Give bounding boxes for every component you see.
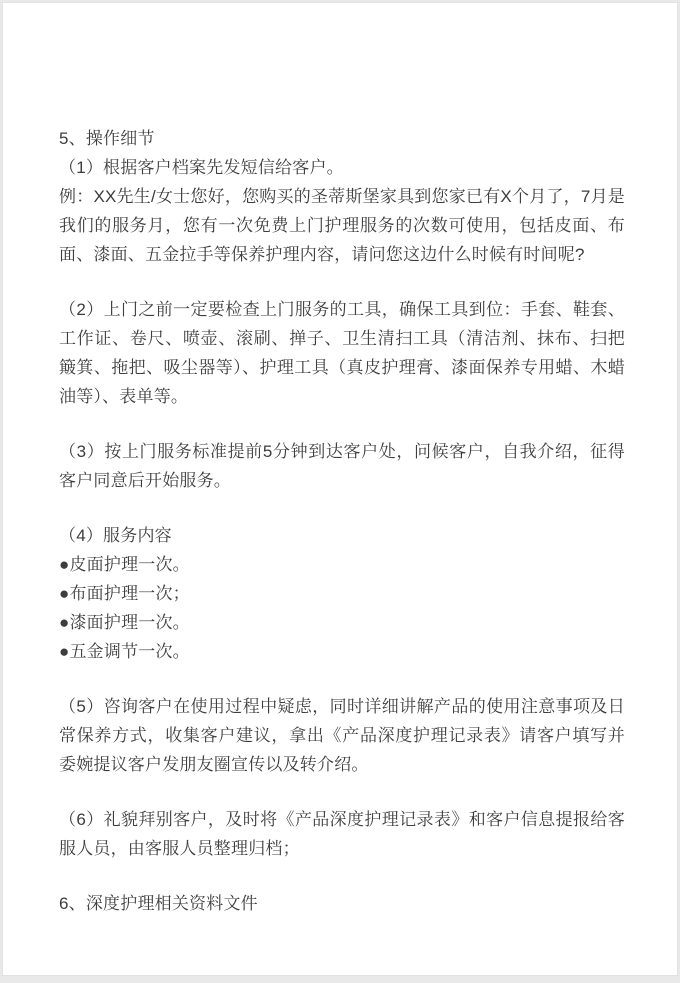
step-1-text: （1）根据客户档案先发短信给客户。 <box>59 158 344 177</box>
service-item-hardware: ●五金调节一次。 <box>59 642 190 661</box>
sms-example-text: 例：XX先生/女士您好，您购买的圣蒂斯堡家具到您家已有X个月了，7月是我们的服务月，您有一次免费上门护理服务的次数可使用，包括皮面、布面、漆面、五金拉手等保养护理内容，请问您这边什么时候有时间呢? <box>59 187 625 264</box>
section-6-heading: 6、深度护理相关资料文件 <box>59 894 258 913</box>
service-item-fabric: ●布面护理一次； <box>59 584 190 603</box>
step-4-heading: （4）服务内容 <box>59 526 172 545</box>
step-5-text: （5）咨询客户在使用过程中疑虑，同时详细讲解产品的使用注意事项及日常保养方式，收集客户建议，拿出《产品深度护理记录表》请客户填写并委婉提议客户发朋友圈宣传以及转介绍。 <box>59 697 625 774</box>
document-page <box>2 2 678 976</box>
step-2-text: （2）上门之前一定要检查上门服务的工具，确保工具到位：手套、鞋套、工作证、卷尺、喷壶、滚刷、掸子、卫生清扫工具（清洁剂、抹布、扫把簸箕、拖把、吸尘器等）、护理工具（真皮护理膏、漆面保养专用蜡、木蜡油等）、表单等。 <box>59 300 625 406</box>
service-item-paint: ●漆面护理一次。 <box>59 613 190 632</box>
service-item-leather: ●皮面护理一次。 <box>59 555 190 574</box>
document-content <box>59 124 625 918</box>
step-3-text: （3）按上门服务标准提前5分钟到达客户处，问候客户，自我介绍，征得客户同意后开始服务。 <box>59 442 625 490</box>
step-6-text: （6）礼貌拜别客户，及时将《产品深度护理记录表》和客户信息提报给客服人员，由客服人员整理归档； <box>59 810 625 858</box>
section-5-heading: 5、操作细节 <box>59 129 155 148</box>
